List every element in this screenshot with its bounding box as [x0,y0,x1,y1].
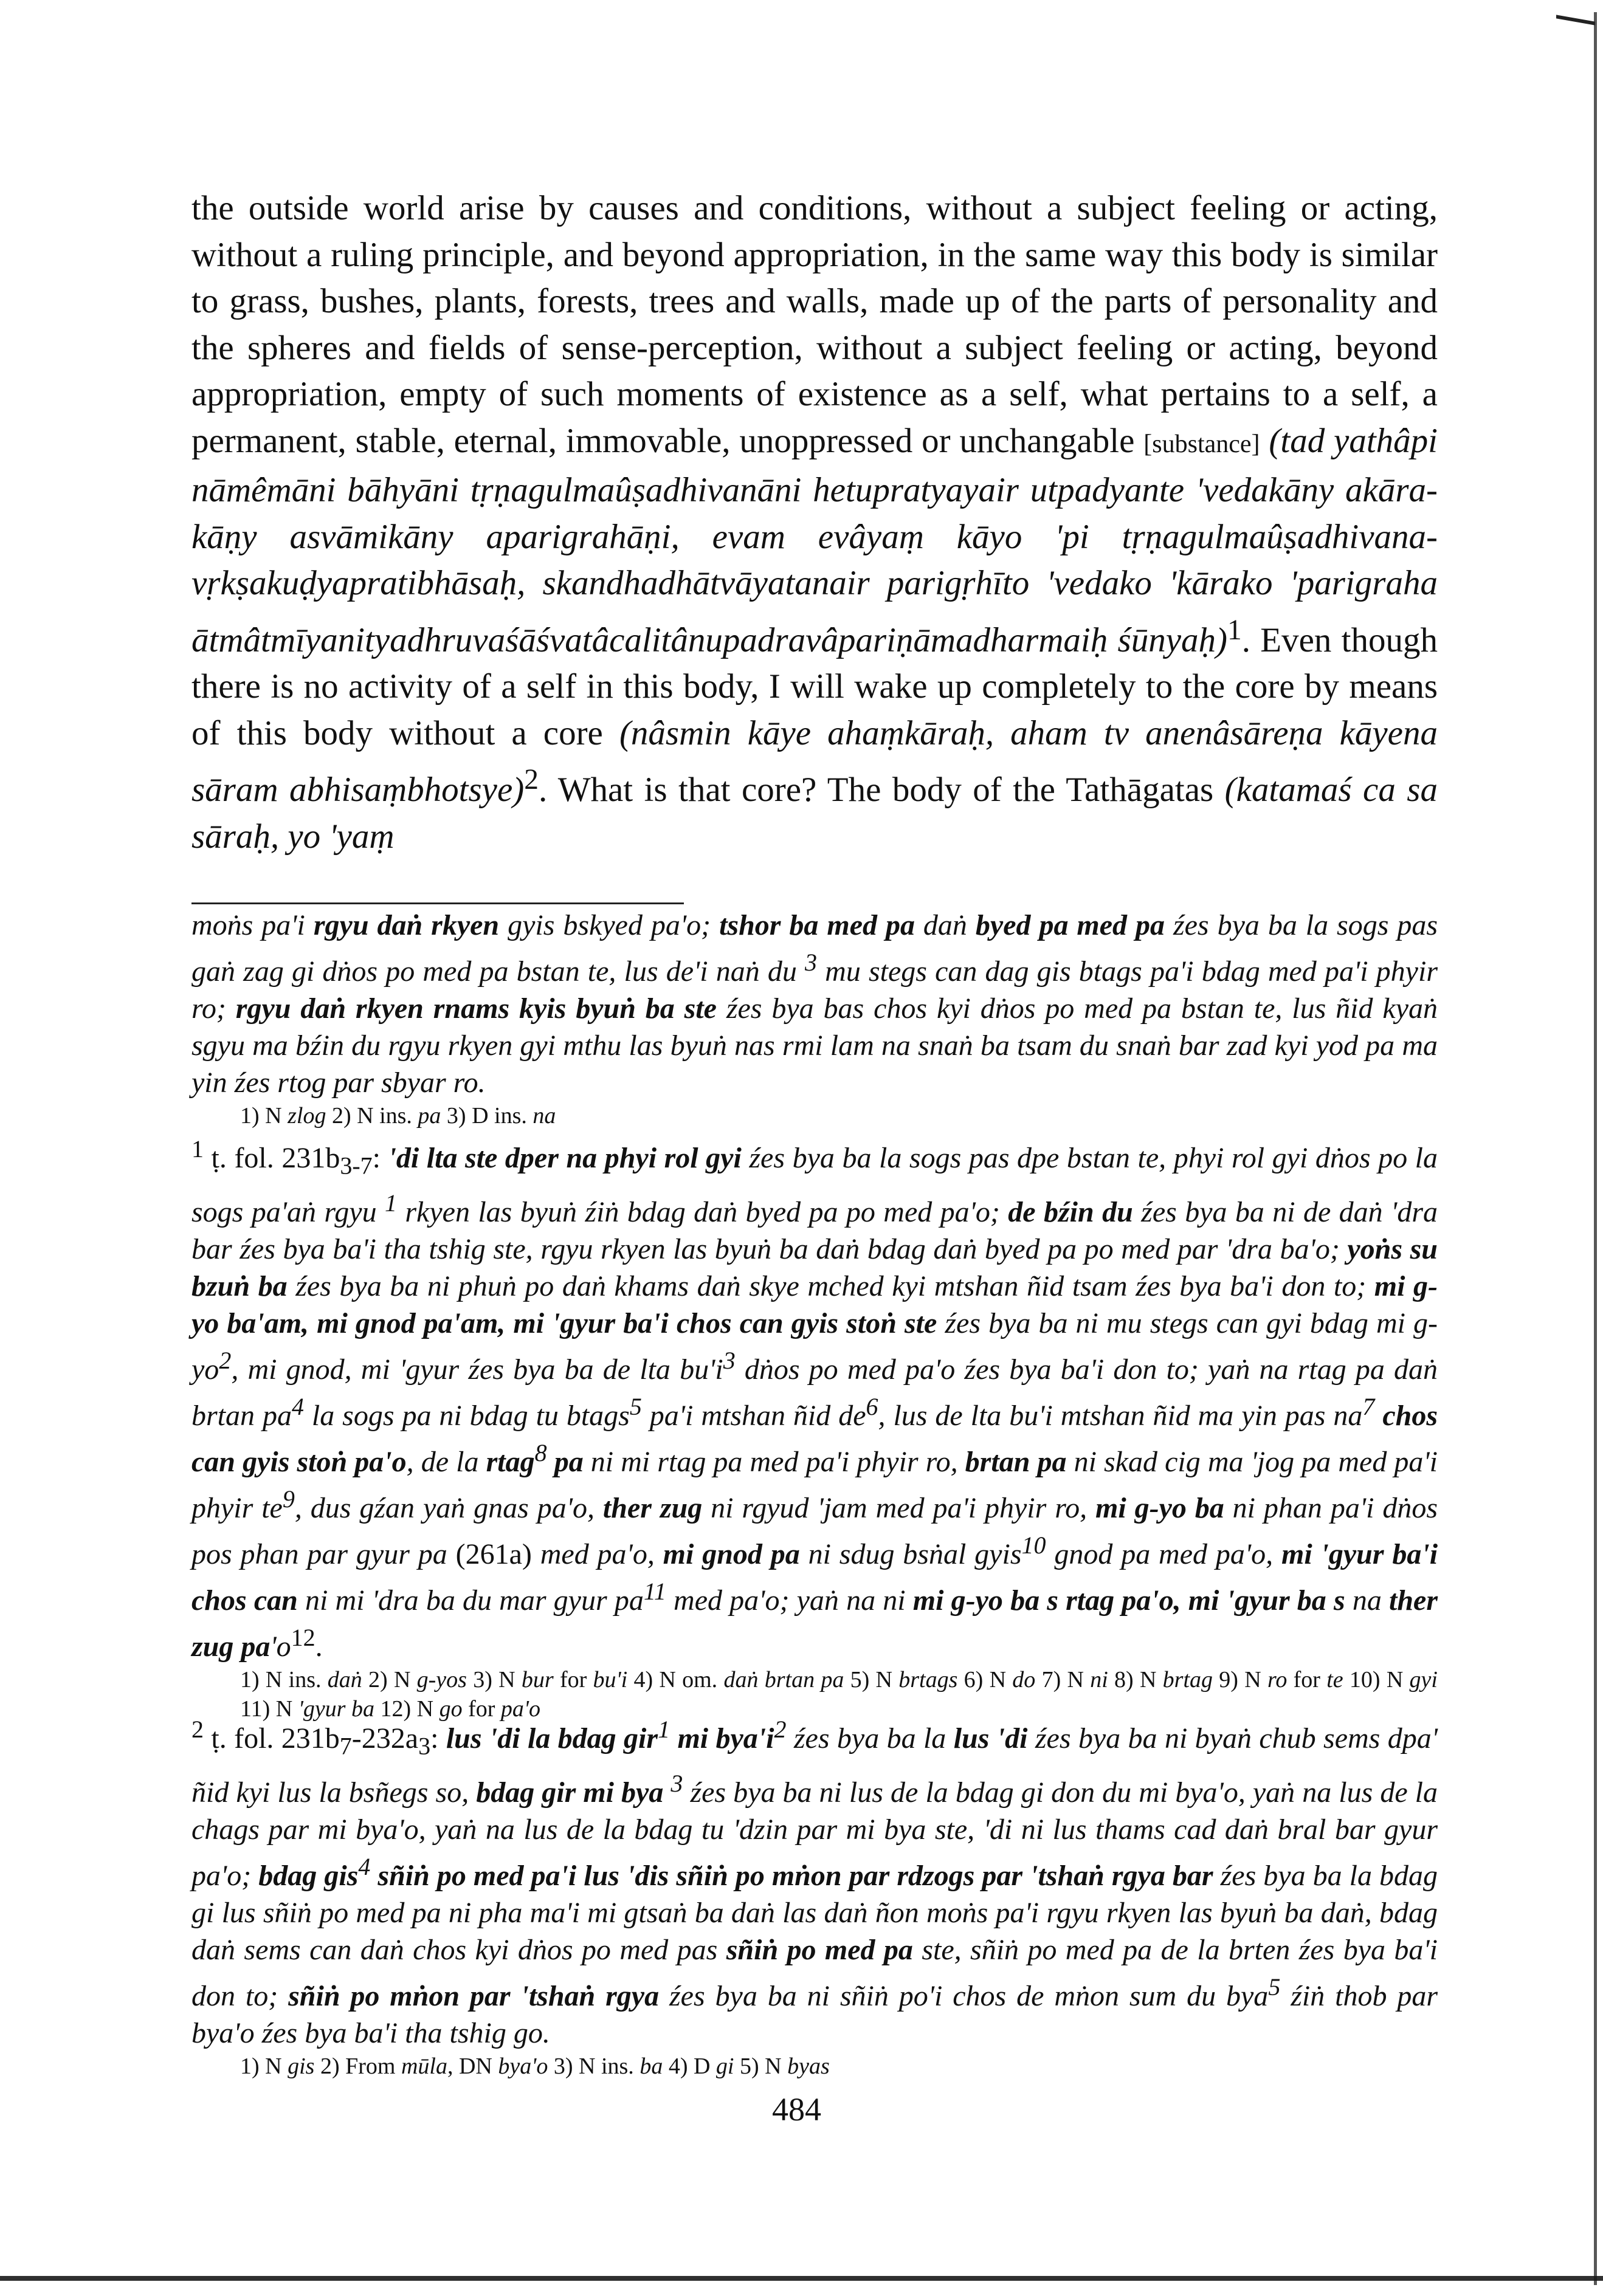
page-number: 484 [772,2091,821,2128]
footnote-1 [191,1130,1438,1724]
main-text [191,185,1438,860]
footnote-2-variants: 1) N gis 2) From mūla, DN bya'o 3) N ins. ba 4) D gi 5) N byas [240,2053,830,2079]
footnote-1-variants: 1) N ins. daṅ 2) N g-yos 3) N bur for bu'i 4) N om. daṅ brtan pa 5) N brtags 6) N do 7) N ni 8) N brtag 9) N ro for te 10) N gyi 11) N 'gyur ba 12) N go for pa'o [240,1666,1438,1722]
scan-corner-mark [1556,15,1595,43]
footnote-continuation-text: moṅs pa'i rgyu daṅ rkyen gyis bskyed pa'o; tshor ba med pa daṅ byed pa med pa źes bya ba la sogs pas gaṅ zag gi dṅos po med pa bstan te, lus de'i naṅ du $^3$ mu stegs can dag gis btags pa'i bdag med pa'i phyir ro; rgyu daṅ rkyen rnams kyis byuṅ ba ste źes bya bas chos kyi dṅos po med pa bstan te, lus ñid kyaṅ sgyu ma bźin du rgyu rkyen gyi mthu las byuṅ nas rmi lam na snaṅ ba tsam du snaṅ bar zad kyi yod pa ma yin źes rtog par sbyar ro. [191,909,1438,1099]
footnote-2 [191,1711,1438,2081]
main-paragraph: the outside world arise by causes and conditions, without a subject feeling or acting, without a ruling principle, and beyond appropriation, in the same way this body is similar to grass, bushes, plants, forests, trees and walls, made up of the parts of personality and the spheres and fields of sense-perception, without a subject feeling or acting, beyond appropriation, empty of such moments of existence as a self, what pertains to a self, a permanent, stable, eternal, immovable, unoppressed or unchangable [substance] (tad yathâpi nāmêmāni bāhyāni tṛṇagulmaûṣadhivanāni hetupratyayair utpadyante 'vedakāny akārakāṇy asvāmikāny aparigrahāṇi, evam evâyaṃ kāyo 'pi tṛṇagulmaûṣadhivanavṛkṣakuḍyapratibhāsaḥ, skandhadhātvāyatanair parigṛhīto 'vedako 'kārako 'parigraha ātmâtmīyanityadhruvaśāśvatâcalitânupadravâpariṇāmadharmaiḥ śūnyaḥ)$^1$. Even though there is no activity of a self in this body, I will wake up completely to the core by means of this body without a core (nâsmin kāye ahaṃkāraḥ, aham tv anenâsāreṇa kāyena sāram abhisaṃbhotsye)$^2$. What is that core? The body of the Tathāgatas (katamaś ca sa sāraḥ, yo 'yaṃ [191,189,1438,856]
footnote-2-text: $^2$ ṭ. fol. $231b_7-232a_3$: lus 'di la bdag gir$^1$ mi $bya'i^2$ źes bya ba la lus 'di źes bya ba ni byaṅ chub sems dpa' ñid kyi lus la bsñegs so, bdag gir mi bya $^3$ źes bya ba ni lus de la bdag gi don du mi bya'o, yaṅ na lus de la chags par mi bya'o, yaṅ na lus de la bdag tu 'dzin par mi bya ste, 'di ni lus thams cad daṅ bral bar gyur pa'o; bdag gis$^4$ sñiṅ po med pa'i lus 'dis sñiṅ po mṅon par rdzogs par 'tshaṅ rgya bar źes bya ba la bdag gi lus sñiṅ po med pa ni pha ma'i mi gtsaṅ ba daṅ las daṅ ñon moṅs pa'i rgyu rkyen las byuṅ ba daṅ, bdag daṅ sems can daṅ chos kyi dṅos po med pas sñiṅ po med pa ste, sñiṅ po med pa de la brten źes bya ba'i don to; sñiṅ po mṅon par 'tshaṅ rgya źes bya ba ni sñiṅ po'i chos de mṅon sum du bya$^5$ źiṅ thob par bya'o źes bya ba'i tha tshig go. [191,1716,1438,2049]
footnote-separator [191,902,684,904]
footnote-continuation [191,907,1438,1130]
page-edge [1594,12,1597,2285]
footnote-1-text: $^1$ ṭ. fol. $231b_{3-7}$: 'di lta ste dper na phyi rol gyi źes bya ba la sogs pas dpe bstan te, phyi rol gyi dṅos po la sogs pa'aṅ rgyu $^1$ rkyen las byuṅ źiṅ bdag daṅ byed pa po med pa'o; de bźin du źes bya ba ni de daṅ 'dra bar źes bya ba'i tha tshig ste, rgyu rkyen las byuṅ ba daṅ bdag daṅ byed pa po med par 'dra ba'o; yoṅs su bzuṅ ba źes bya ba ni phuṅ po daṅ khams daṅ skye mched kyi mtshan ñid tsam źes bya ba'i don to; mi g-yo ba'am, mi gnod pa'am, mi 'gyur ba'i chos can gyis stoṅ ste źes bya ba ni mu stegs can gyi bdag mi $g-yo^2$, mi gnod, mi 'gyur źes bya ba de lta $bu'i^3$ dṅos po med pa'o źes bya ba'i don to; yaṅ na rtag pa daṅ brtan $pa^4$ la sogs pa ni bdag tu btags$^5$ pa'i mtshan ñid $de^6$, lus de lta bu'i mtshan ñid ma yin pas $na^7$ chos can gyis stoṅ pa'o, de la rtag$^8$ pa ni mi rtag pa med pa'i phyir ro, brtan pa ni skad cig ma 'jog pa med pa'i phyir $te^9$, dus gźan yaṅ gnas pa'o, ther zug ni rgyud 'jam med pa'i phyir ro, mi g-yo ba ni phan pa'i dṅos pos phan par gyur pa (261a) med pa'o, mi gnod pa ni sdug bsṅal gyis$^{10}$ gnod pa med pa'o, mi 'gyur ba'i chos can ni mi 'dra ba du mar gyur $pa^{11}$ med pa'o; yaṅ na ni mi g-yo ba s rtag pa'o, mi 'gyur ba s na ther zug $pa'o^{12}$. [191,1135,1438,1663]
scan-bottom-edge [0,2276,1603,2281]
footnote-continuation-variants: 1) N zlog 2) N ins. pa 3) D ins. na [240,1103,556,1129]
